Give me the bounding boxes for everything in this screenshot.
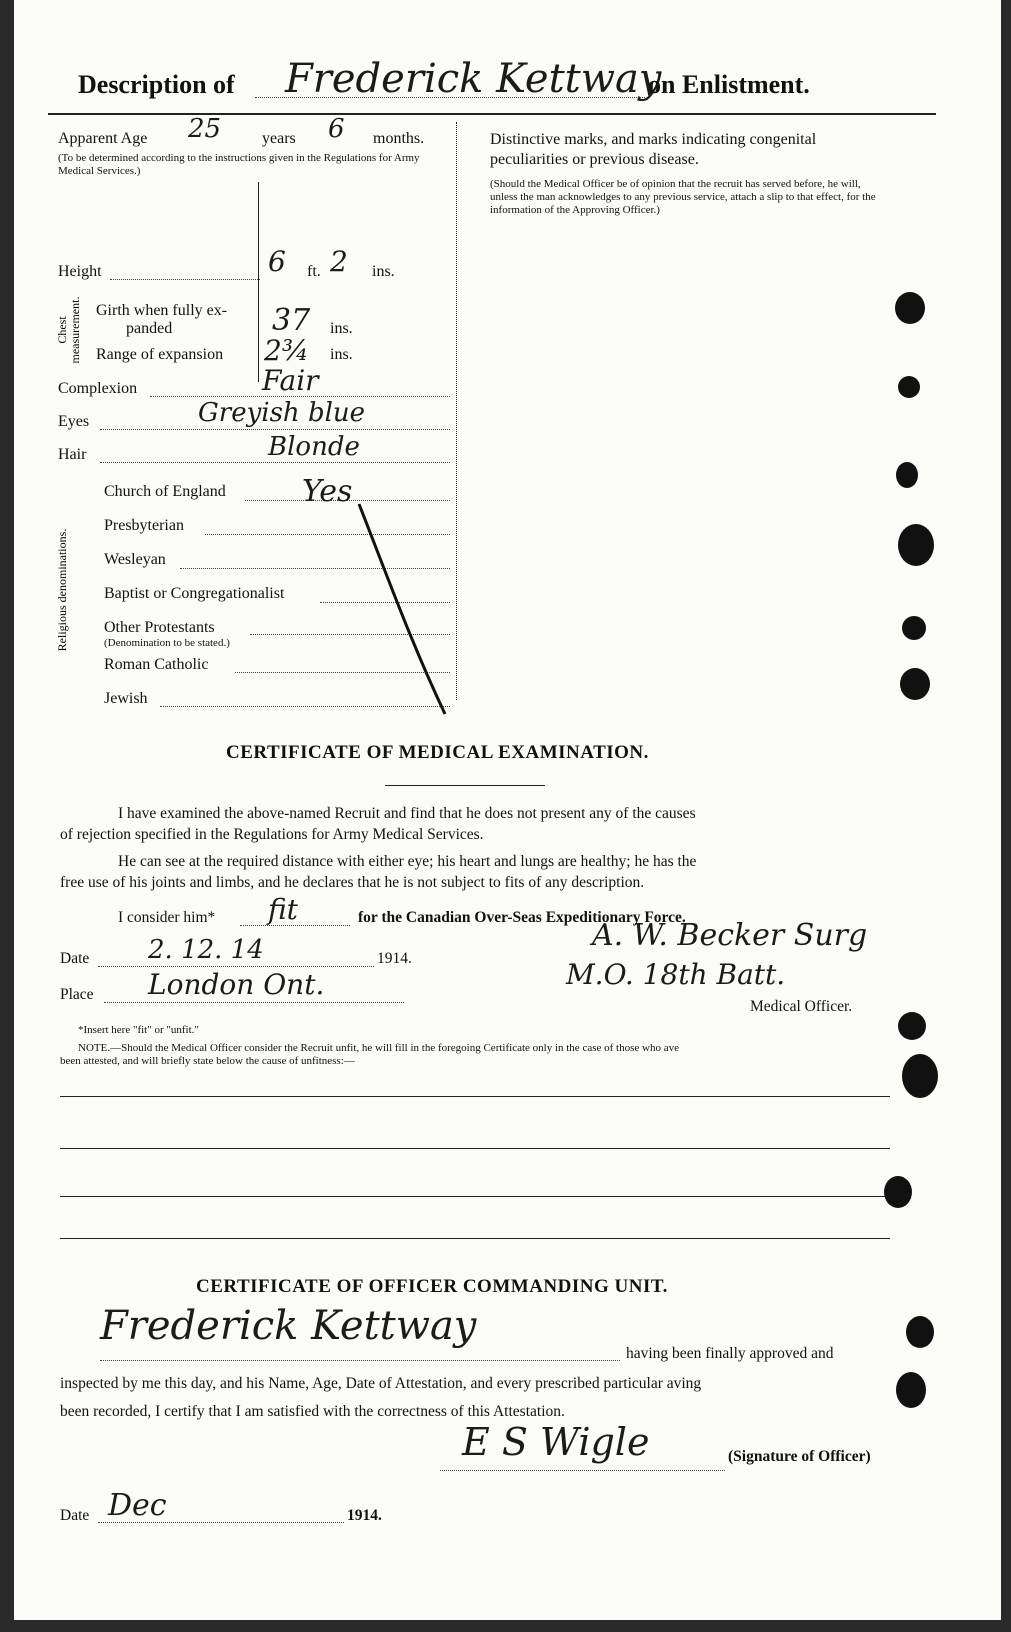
range-value: 2¾ xyxy=(264,334,309,367)
scan-edge-left xyxy=(0,0,14,1632)
unfitness-line-3 xyxy=(60,1196,890,1197)
eyes-value: Greyish blue xyxy=(198,398,366,428)
girth-unit: ins. xyxy=(330,320,353,337)
religion-label: Religious denominations. xyxy=(55,528,69,652)
religion-5: Roman Catholic xyxy=(104,656,209,673)
consider-prefix: I consider him* xyxy=(118,909,216,926)
punch-hole xyxy=(898,376,920,398)
medical-p1-line2: of rejection specified in the Regulations for Army Medical Services. xyxy=(60,826,484,843)
age-note: (To be determined according to the instructions given in the Regulations for Army Medical Services.) xyxy=(58,152,420,177)
commanding-date-dots xyxy=(98,1522,344,1523)
medical-heading-rule xyxy=(385,785,545,786)
medical-date-dots xyxy=(98,966,374,967)
note-line1: NOTE.—Should the Medical Officer consider the Recruit unfit, he will fill in the foregoing Certificate only in the case of those who ave xyxy=(78,1042,679,1054)
note-line2: been attested, and will briefly state below the cause of unfitness:— xyxy=(60,1055,355,1067)
range-label: Range of expansion xyxy=(96,346,224,363)
height-ft-value: 6 xyxy=(268,245,286,278)
height-label: Height xyxy=(58,263,102,280)
religion-mark-yes: Yes xyxy=(302,474,353,509)
insert-note: *Insert here "fit" or "unfit." xyxy=(78,1024,199,1036)
punch-hole xyxy=(895,292,925,324)
header-suffix: on Enlistment. xyxy=(648,70,810,99)
medical-date-label: Date xyxy=(60,950,90,967)
commanding-name-line xyxy=(100,1360,620,1361)
medical-place-label: Place xyxy=(60,986,94,1003)
punch-hole xyxy=(884,1176,912,1208)
medical-year: 1914. xyxy=(377,950,412,967)
scan-edge-bottom xyxy=(0,1620,1011,1632)
punch-hole xyxy=(902,616,926,640)
commanding-heading: CERTIFICATE OF OFFICER COMMANDING UNIT. xyxy=(196,1276,668,1297)
header-name-handwritten: Frederick Kettway xyxy=(285,56,662,102)
religion-4: Other Protestants xyxy=(104,619,215,636)
medical-p1-line1: I have examined the above-named Recruit and find that he does not present any of the causes xyxy=(118,805,696,822)
header-rule xyxy=(48,113,936,115)
height-in-value: 2 xyxy=(330,245,348,278)
age-years-value: 25 xyxy=(188,114,222,144)
header-name-line xyxy=(255,97,645,98)
eyes-label: Eyes xyxy=(58,413,90,430)
medical-place-dots xyxy=(104,1002,404,1003)
age-label: Apparent Age xyxy=(58,130,148,147)
hair-label: Hair xyxy=(58,446,87,463)
commanding-line1-suffix: having been finally approved and xyxy=(626,1345,834,1362)
punch-hole xyxy=(896,1372,926,1408)
consider-suffix: for the Canadian Over-Seas Expeditionary Force. xyxy=(358,909,686,926)
commanding-year: 1914. xyxy=(347,1507,382,1524)
girth-value: 37 xyxy=(272,303,311,338)
religion-0: Church of England xyxy=(104,483,226,500)
years-label: years xyxy=(262,130,296,147)
height-dots xyxy=(110,279,260,280)
religion-1: Presbyterian xyxy=(104,517,184,534)
punch-hole xyxy=(898,524,934,566)
complexion-value: Fair xyxy=(262,364,319,397)
religion-note: (Denomination to be stated.) xyxy=(104,637,230,649)
range-unit: ins. xyxy=(330,346,353,363)
months-label: months. xyxy=(373,130,425,147)
punch-hole xyxy=(906,1316,934,1348)
column-divider xyxy=(456,122,457,700)
chest-label: Chest measurement. xyxy=(55,296,82,364)
religion-2: Wesleyan xyxy=(104,551,166,568)
consider-dots xyxy=(240,925,350,926)
religion-3: Baptist or Congregationalist xyxy=(104,585,285,602)
commanding-name-handwritten: Frederick Kettway xyxy=(100,1303,477,1349)
unfitness-line-2 xyxy=(60,1148,890,1149)
complexion-label: Complexion xyxy=(58,380,138,397)
marks-note: (Should the Medical Officer be of opinion that the recruit has served before, he will, unless the man acknowledges to any previous service, attach a slip to that effect, for the information of the Approving Officer.) xyxy=(490,178,876,216)
scan-edge-right xyxy=(1001,0,1011,1632)
commanding-line3: been recorded, I certify that I am satisfied with the correctness of this Attestation. xyxy=(60,1403,565,1420)
commanding-date-value: Dec xyxy=(108,1488,167,1523)
medical-signature-title: M.O. 18th Batt. xyxy=(566,958,786,991)
commanding-date-label: Date xyxy=(60,1507,90,1524)
left-inner-divider xyxy=(258,182,259,382)
religion-mark-stroke xyxy=(355,500,455,720)
height-ins-label: ins. xyxy=(372,263,395,280)
medical-p2-line2: free use of his joints and limbs, and he declares that he is not subject to fits of any description. xyxy=(60,874,645,891)
age-months-value: 6 xyxy=(328,114,345,144)
medical-p2-line1: He can see at the required distance with either eye; his heart and lungs are healthy; he has the xyxy=(118,853,697,870)
medical-place-value: London Ont. xyxy=(148,968,325,1001)
consider-value: fit xyxy=(268,893,298,926)
medical-heading: CERTIFICATE OF MEDICAL EXAMINATION. xyxy=(226,742,649,763)
ft-label: ft. xyxy=(307,263,321,280)
complexion-dots xyxy=(150,396,450,397)
commanding-signature-label: (Signature of Officer) xyxy=(728,1448,871,1465)
unfitness-line-1 xyxy=(60,1096,890,1097)
punch-hole xyxy=(898,1012,926,1040)
hair-dots xyxy=(100,462,450,463)
hair-value: Blonde xyxy=(268,432,360,462)
medical-officer-label: Medical Officer. xyxy=(750,998,853,1015)
unfitness-line-4 xyxy=(60,1238,890,1239)
marks-line-2: peculiarities or previous disease. xyxy=(490,151,699,168)
eyes-dots xyxy=(100,429,450,430)
girth-label-2: panded xyxy=(126,320,173,337)
medical-signature: A. W. Becker Surg xyxy=(592,918,868,953)
medical-date-value: 2. 12. 14 xyxy=(148,935,264,965)
marks-line-1: Distinctive marks, and marks indicating congenital xyxy=(490,131,817,148)
header-prefix: Description of xyxy=(78,70,235,99)
commanding-signature: E S Wigle xyxy=(462,1420,650,1464)
punch-hole xyxy=(902,1054,938,1098)
punch-hole xyxy=(896,462,918,488)
commanding-line2: inspected by me this day, and his Name, Age, Date of Attestation, and every prescribed particular aving xyxy=(60,1375,702,1392)
girth-label-1: Girth when fully ex- xyxy=(96,302,228,319)
commanding-signature-line xyxy=(440,1470,725,1471)
punch-hole xyxy=(900,668,930,700)
religion-6: Jewish xyxy=(104,690,148,707)
